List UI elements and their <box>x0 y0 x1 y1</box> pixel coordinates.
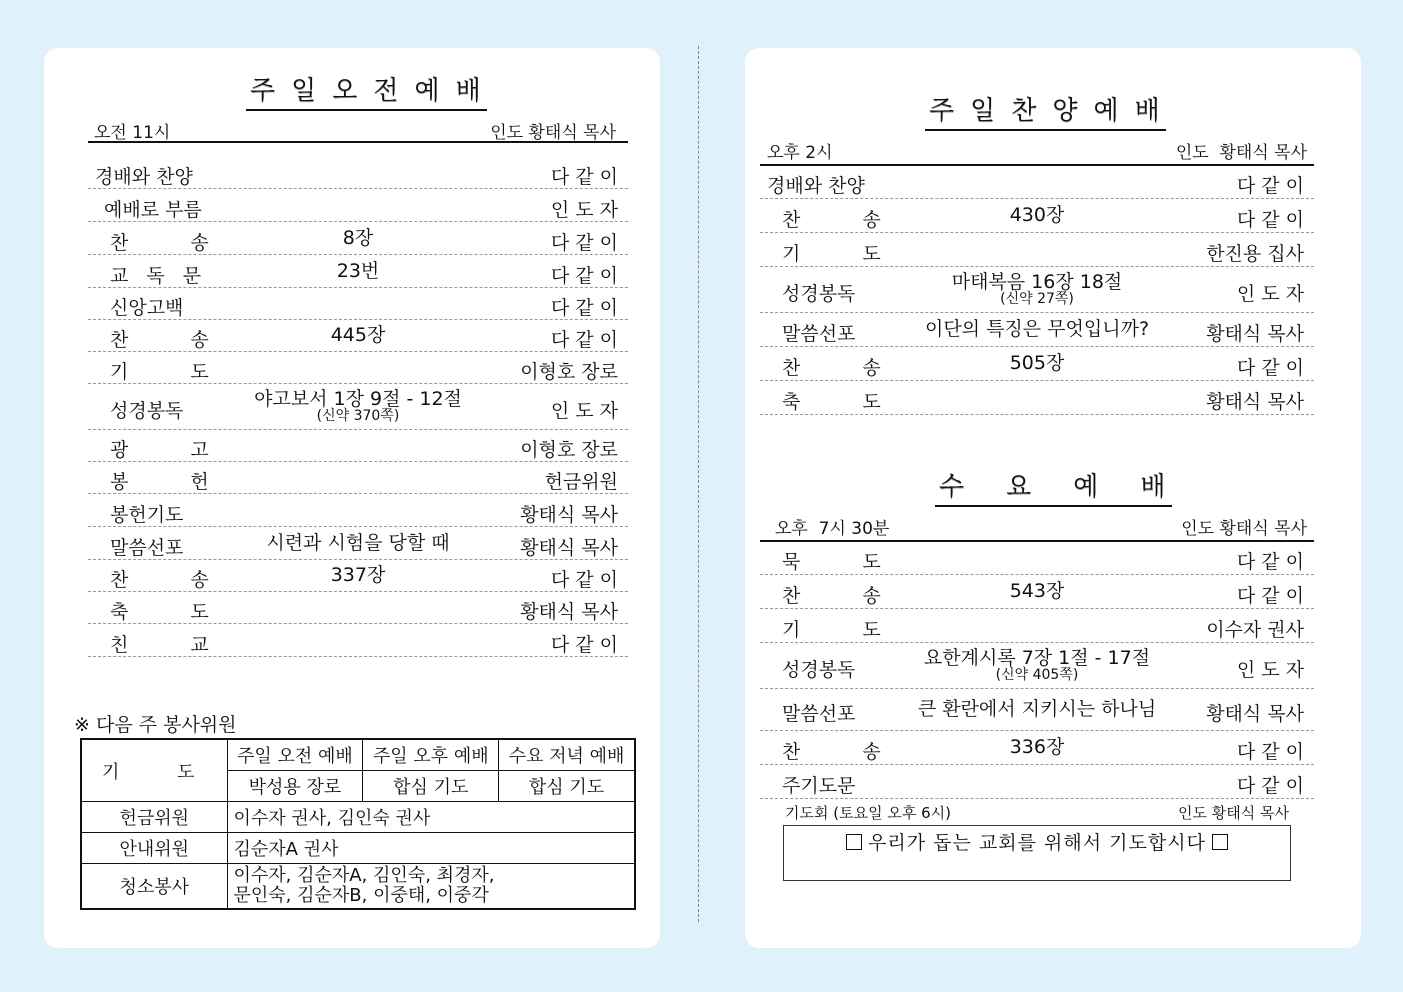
order-row <box>88 430 628 462</box>
order-person: 다 같 이 <box>1236 585 1304 607</box>
wednesday-leader: 인도 황태식 목사 <box>1181 519 1307 539</box>
center-divider <box>698 46 699 922</box>
order-person: 다 같 이 <box>1236 775 1304 797</box>
prayer-label: 기 도 <box>81 739 227 802</box>
square-icon <box>846 834 862 850</box>
order-row <box>760 313 1314 347</box>
order-content-main: 8장 <box>342 226 374 249</box>
order-content-main: 445장 <box>330 324 386 346</box>
order-label: 기 도 <box>782 243 909 265</box>
sunday-morning-rule <box>88 141 628 143</box>
prayer-sunday-afternoon: 합심 기도 <box>363 771 499 802</box>
order-content-note: (신약 27쪽) <box>1000 291 1074 307</box>
left-panel <box>44 48 660 948</box>
order-person: 황태식 목사 <box>520 536 618 559</box>
prayer-box <box>783 825 1291 881</box>
order-row <box>88 352 628 384</box>
order-label: 주기도문 <box>782 775 856 797</box>
square-icon <box>1212 834 1228 850</box>
prayer-meeting-time: 기도회 (토요일 오후 6시) <box>785 804 951 822</box>
order-person: 다 같 이 <box>550 231 618 254</box>
order-row <box>88 288 628 320</box>
order-row <box>760 643 1314 689</box>
order-label: 기 도 <box>110 361 237 383</box>
order-label: 경배와 찬양 <box>95 165 193 188</box>
order-person: 한진용 집사 <box>1206 243 1304 265</box>
order-label: 말씀선포 <box>782 323 856 345</box>
order-label: 찬 송 <box>782 357 909 379</box>
usher-label: 안내위원 <box>81 833 227 864</box>
order-person: 황태식 목사 <box>1206 391 1304 413</box>
volunteers-table <box>80 738 636 910</box>
order-label: 기 도 <box>782 619 909 641</box>
order-label: 봉 헌 <box>110 471 237 493</box>
order-row <box>88 592 628 624</box>
title-char: 주 <box>250 76 278 106</box>
order-row <box>760 267 1314 313</box>
order-person: 다 같 이 <box>1236 175 1304 197</box>
order-content-note: (신약 405쪽) <box>995 667 1079 683</box>
order-person: 인 도 자 <box>550 198 618 221</box>
order-label: 찬 송 <box>782 741 909 763</box>
order-person: 인 도 자 <box>550 400 618 422</box>
order-row <box>760 199 1314 233</box>
order-label: 찬 송 <box>782 209 909 231</box>
col-sunday-morning: 주일 오전 예배 <box>227 739 363 771</box>
order-person: 다 같 이 <box>1236 741 1304 763</box>
order-label: 성경봉독 <box>782 283 856 305</box>
order-row <box>88 462 628 494</box>
cleaning-line-2: 문인숙, 김순자B, 이중태, 이중각 <box>233 885 489 906</box>
order-label: 성경봉독 <box>782 659 856 681</box>
order-label: 찬 송 <box>110 569 237 591</box>
prayer-wednesday-evening: 합심 기도 <box>499 771 635 802</box>
volunteers-heading: ※ 다음 주 봉사위원 <box>74 714 237 736</box>
order-content-main: 시련과 시험을 당할 때 <box>266 531 450 554</box>
order-label: 성경봉독 <box>110 400 184 422</box>
order-person: 이형호 장로 <box>520 361 618 383</box>
order-content-note: (신약 370쪽) <box>316 408 400 424</box>
prayer-box-text: 우리가 돕는 교회를 위해서 기도합시다 <box>868 832 1206 854</box>
title-char: 예 <box>1093 96 1121 126</box>
order-label: 봉헌기도 <box>110 503 184 526</box>
sunday-praise-order <box>760 165 1314 415</box>
sunday-morning-leader: 인도 황태식 목사 <box>490 123 616 143</box>
order-content-main: 큰 환란에서 지키시는 하나님 <box>917 698 1157 720</box>
order-person: 인 도 자 <box>1236 659 1304 681</box>
order-person: 다 같 이 <box>1236 357 1304 379</box>
title-char: 전 <box>373 76 401 106</box>
sunday-praise-title <box>925 90 1166 131</box>
order-label: 광 고 <box>110 439 237 461</box>
col-wednesday-evening: 수요 저녁 예배 <box>499 739 635 771</box>
sunday-praise-leader: 인도 황태식 목사 <box>1175 143 1307 163</box>
right-panel <box>745 48 1361 948</box>
order-row <box>760 609 1314 643</box>
order-row <box>88 255 628 288</box>
order-content-main: 337장 <box>330 564 386 586</box>
order-content-main: 505장 <box>1009 352 1065 374</box>
prayer-sunday-morning: 박성용 장로 <box>227 771 363 802</box>
title-char: 배 <box>1134 96 1162 126</box>
order-person: 황태식 목사 <box>1206 703 1304 725</box>
title-char: 요 <box>1006 472 1034 502</box>
prayer-meeting-leader: 인도 황태식 목사 <box>1178 804 1289 822</box>
sunday-praise-time: 오후 2시 <box>767 143 833 163</box>
order-content-main: 야고보서 1장 9절 - 12절 <box>254 388 462 410</box>
order-row <box>760 541 1314 575</box>
order-person: 헌금위원 <box>544 471 618 493</box>
usher-value: 김순자A 권사 <box>227 833 635 864</box>
order-person: 인 도 자 <box>1236 283 1304 305</box>
order-row <box>760 731 1314 765</box>
order-content-main: 23번 <box>336 259 380 282</box>
order-person: 황태식 목사 <box>1206 323 1304 345</box>
order-label: 묵 도 <box>782 551 909 573</box>
order-row <box>88 156 628 189</box>
offering-label: 헌금위원 <box>81 802 227 833</box>
title-char: 찬 <box>1011 96 1039 126</box>
wednesday-order <box>760 541 1314 799</box>
wednesday-time: 오후 7시 30분 <box>775 519 890 539</box>
sunday-morning-order <box>88 156 628 657</box>
order-person: 다 같 이 <box>550 329 618 351</box>
offering-value: 이수자 권사, 김인숙 권사 <box>227 802 635 833</box>
order-label: 교 독 문 <box>110 264 208 287</box>
order-person: 이수자 권사 <box>1206 619 1304 641</box>
order-label: 축 도 <box>110 601 237 623</box>
title-char: 일 <box>291 76 319 106</box>
order-person: 다 같 이 <box>550 633 618 656</box>
order-row <box>760 575 1314 609</box>
order-content-main: 마태복음 16장 18절 <box>951 271 1123 293</box>
title-char: 주 <box>929 96 957 126</box>
order-row <box>760 381 1314 415</box>
order-label: 말씀선포 <box>110 536 184 559</box>
sunday-morning-time: 오전 11시 <box>94 123 171 143</box>
order-row <box>88 384 628 430</box>
order-content-main: 543장 <box>1009 580 1065 602</box>
order-row <box>760 347 1314 381</box>
order-label: 찬 송 <box>782 585 909 607</box>
title-char: 배 <box>455 76 483 106</box>
order-person: 다 같 이 <box>550 264 618 287</box>
order-row <box>88 624 628 657</box>
order-row <box>88 527 628 560</box>
order-label: 신앙고백 <box>110 297 184 319</box>
order-person: 다 같 이 <box>1236 209 1304 231</box>
order-label: 찬 송 <box>110 329 237 351</box>
order-row <box>88 222 628 255</box>
order-label: 친 교 <box>110 633 237 656</box>
order-label: 축 도 <box>782 391 909 413</box>
order-row <box>88 494 628 527</box>
col-sunday-afternoon: 주일 오후 예배 <box>363 739 499 771</box>
title-char: 배 <box>1140 472 1168 502</box>
order-person: 다 같 이 <box>550 297 618 319</box>
order-row <box>88 560 628 592</box>
order-label: 찬 송 <box>110 231 237 254</box>
title-char: 일 <box>970 96 998 126</box>
order-content-main: 요한계시록 7장 1절 - 17절 <box>923 647 1151 669</box>
wednesday-title <box>935 466 1172 507</box>
order-person: 다 같 이 <box>1236 551 1304 573</box>
title-char: 양 <box>1052 96 1080 126</box>
order-row <box>760 233 1314 267</box>
order-person: 다 같 이 <box>550 165 618 188</box>
title-char: 예 <box>1073 472 1101 502</box>
order-content-main: 336장 <box>1009 736 1065 758</box>
cleaning-label: 청소봉사 <box>81 864 227 910</box>
order-label: 예배로 부름 <box>104 198 202 221</box>
order-person: 황태식 목사 <box>520 601 618 623</box>
order-label: 경배와 찬양 <box>767 175 865 197</box>
order-row <box>88 320 628 352</box>
title-char: 예 <box>414 76 442 106</box>
cleaning-line-1: 이수자, 김순자A, 김인숙, 최경자, <box>233 865 495 886</box>
order-row <box>88 189 628 222</box>
order-person: 황태식 목사 <box>520 503 618 526</box>
order-content-main: 430장 <box>1009 204 1065 226</box>
title-char: 수 <box>939 472 967 502</box>
order-content-main: 이단의 특징은 무엇입니까? <box>924 318 1150 340</box>
order-label: 말씀선포 <box>782 703 856 725</box>
sunday-morning-title <box>246 70 487 111</box>
cleaning-value <box>227 864 635 910</box>
order-row <box>760 765 1314 799</box>
title-char: 오 <box>332 76 360 106</box>
order-person: 이형호 장로 <box>520 439 618 461</box>
order-person: 다 같 이 <box>550 569 618 591</box>
order-row <box>760 165 1314 199</box>
order-row <box>760 689 1314 731</box>
